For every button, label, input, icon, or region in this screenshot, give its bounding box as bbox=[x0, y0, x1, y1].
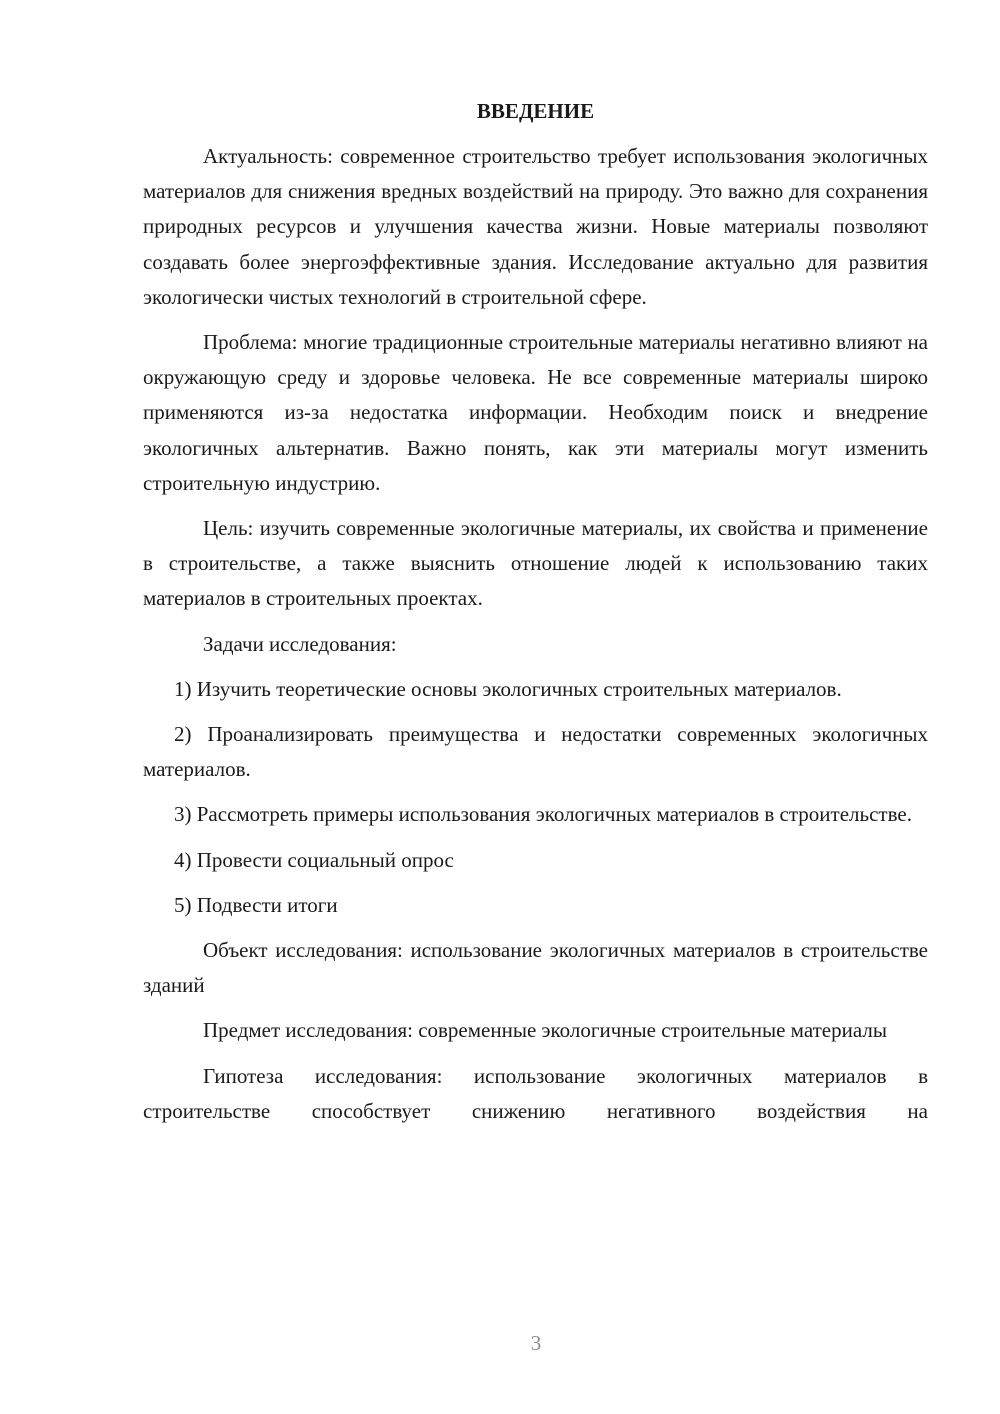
task-item-5: 5) Подвести итоги bbox=[174, 892, 338, 917]
task-item-4: 4) Провести социальный опрос bbox=[174, 847, 454, 872]
tasks-heading: Задачи исследования: bbox=[203, 631, 397, 656]
task-item-3: 3) Рассмотреть примеры использования экологичных материалов в строительстве. bbox=[174, 802, 912, 827]
goal-paragraph: Цель: изучить современные экологичные материалы, их свойства и применение в строительстве, а также выяснить отношение людей к использованию таких материалов в строительных проектах. bbox=[143, 516, 928, 611]
object-paragraph: Объект исследования: использование экологичных материалов в строительстве зданий bbox=[143, 938, 928, 998]
document-page bbox=[143, 94, 928, 1129]
relevance-paragraph: Актуальность: современное строительство требует использования экологичных материалов для снижения вредных воздействий на природу. Это важно для сохранения природных ресурсов и улучшения качества жизни. Новые материалы позволяют создавать более энергоэффективные здания. Исследование актуально для развития экологически чистых технологий в строительной сфере. bbox=[143, 144, 928, 309]
task-item-1: 1) Изучить теоретические основы экологичных строительных материалов. bbox=[174, 676, 842, 701]
page-number: 3 bbox=[530, 1331, 542, 1355]
subject-paragraph: Предмет исследования: современные экологичные строительные материалы bbox=[203, 1018, 887, 1043]
task-item-2: 2) Проанализировать преимущества и недостатки современных экологичных материалов. bbox=[143, 722, 928, 782]
section-title: ВВЕДЕНИЕ bbox=[476, 99, 595, 123]
hypothesis-paragraph: Гипотеза исследования: использование экологичных материалов в строительстве способствует снижению негативного воздействия на bbox=[143, 1063, 928, 1123]
problem-paragraph: Проблема: многие традиционные строительные материалы негативно влияют на окружающую среду и здоровье человека. Не все современные материалы широко применяются из-за недостатка информации. Необходим поиск и внедрение экологичных альтернатив. Важно понять, как эти материалы могут изменить строительную индустрию. bbox=[143, 330, 928, 495]
